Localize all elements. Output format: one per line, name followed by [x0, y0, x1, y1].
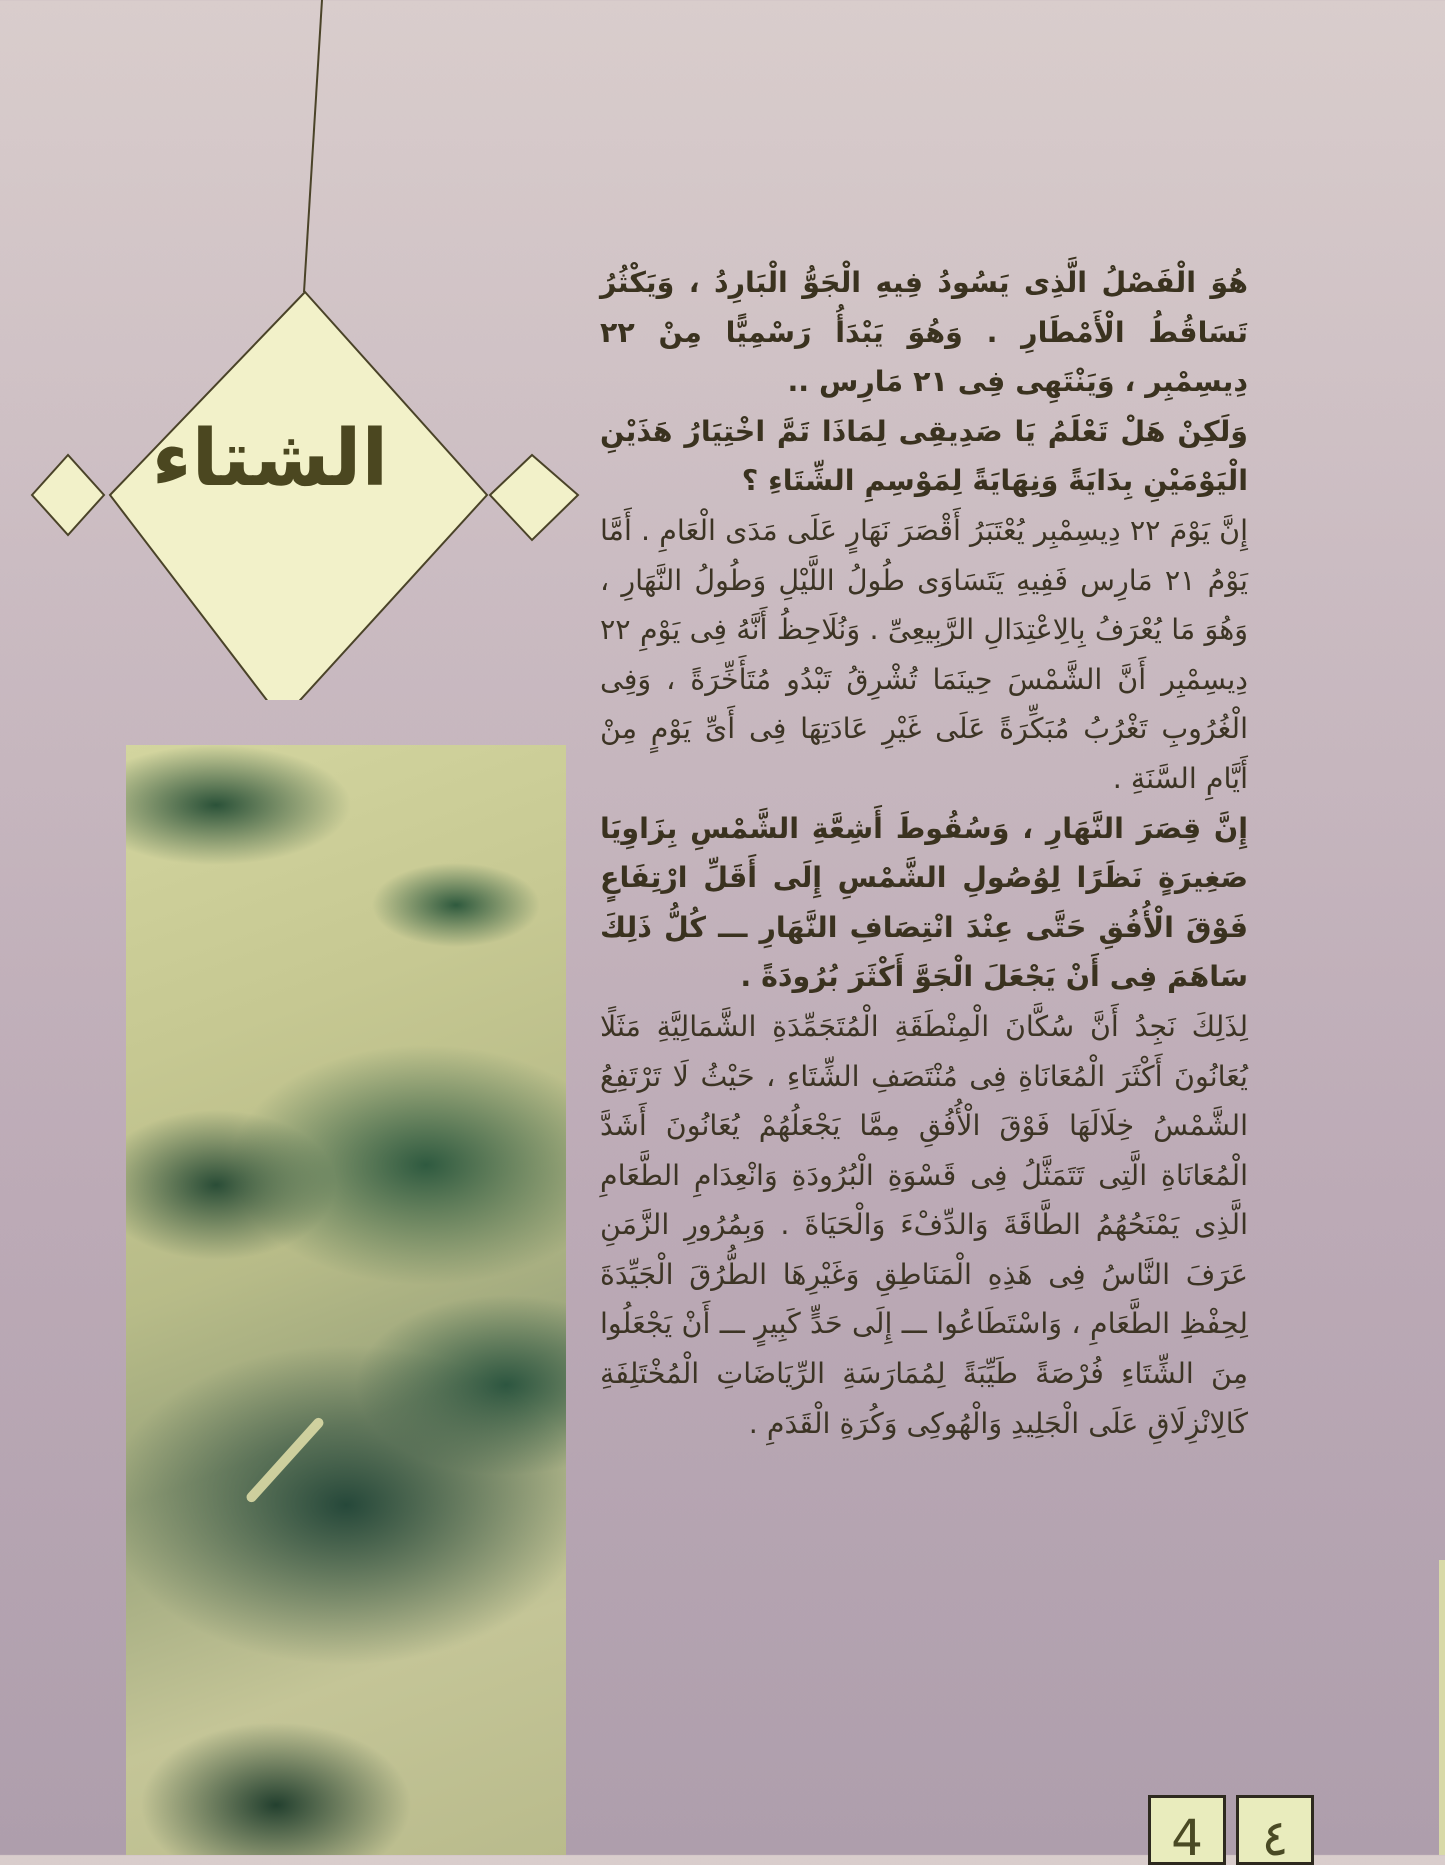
article-body: [600, 258, 1248, 1448]
right-small-diamond: [490, 455, 578, 540]
adjacent-page-edge: [1439, 1560, 1445, 1855]
left-small-diamond: [32, 455, 104, 535]
paragraph-arctic: لِذَلِكَ نَجِدُ أَنَّ سُكَّانَ الْمِنْطَقَةِ الْمُتَجَمِّدَةِ الشَّمَالِيَّةِ مَثَلًا يُعَانُونَ أَكْثَرَ الْمُعَانَاةِ فِى مُنْتَصَفِ الشِّتَاءِ ، حَيْثُ لَا تَرْتَفِعُ الشَّمْسُ خِلَالَهَا فَوْقَ الْأُفُقِ مِمَّا يَجْعَلُهُمْ يُعَانُونَ أَشَدَّ الْمُعَانَاةِ الَّتِى تَتَمَثَّلُ فِى قَسْوَةِ الْبُرُودَةِ وَانْعِدَامِ الطَّعَامِ الَّذِى يَمْنَحُهُمُ الطَّاقَةَ وَالدِّفْءَ وَالْحَيَاةَ . وَبِمُرُورِ الزَّمَنِ عَرَفَ النَّاسُ فِى هَذِهِ الْمَنَاطِقِ وَغَيْرِهَا الطُّرُقَ الْجَيِّدَةَ لِحِفْظِ الطَّعَامِ ، وَاسْتَطَاعُوا ـــ إِلَى حَدٍّ كَبِيرٍ ـــ أَنْ يَجْعَلُوا مِنَ الشِّتَاءِ فُرْصَةً طَيِّبَةً لِمُمَارَسَةِ الرِّيَاضَاتِ الْمُخْتَلِفَةِ كَالِانْزِلَاقِ عَلَى الْجَلِيدِ وَالْهُوكِى وَكُرَةِ الْقَدَمِ .: [600, 1009, 1248, 1440]
page-number-latin: 4: [1148, 1795, 1226, 1865]
paragraph-sun-angle: إِنَّ قِصَرَ النَّهَارِ ، وَسُقُوطَ أَشِعَّةِ الشَّمْسِ بِزَاوِيَا صَغِيرَةٍ نَظَرًا لِوُصُولِ الشَّمْسِ إِلَى أَقَلِّ ارْتِفَاعٍ فَوْقَ الْأُفُقِ حَتَّى عِنْدَ انْتِصَافِ النَّهَارِ ـــ كُلُّ ذَلِكَ سَاهَمَ فِى أَنْ يَجْعَلَ الْجَوَّ أَكْثَرَ بُرُودَةً .: [600, 811, 1248, 994]
paragraph-intro: هُوَ الْفَصْلُ الَّذِى يَسُودُ فِيهِ الْجَوُّ الْبَارِدُ ، وَيَكْثُرُ تَسَاقُطُ الْأَمْطَارِ . وَهُوَ يَبْدَأُ رَسْمِيًّا مِنْ ٢٢ دِيسِمْبِر ، وَيَنْتَهِى فِى ٢١ مَارِس ..: [600, 266, 1248, 399]
paragraph-dates: إِنَّ يَوْمَ ٢٢ دِيسِمْبِر يُعْتَبَرُ أَقْصَرَ نَهَارٍ عَلَى مَدَى الْعَامِ . أَمَّا يَوْمُ ٢١ مَارِس فَفِيهِ يَتَسَاوَى طُولُ اللَّيْلِ وَطُولُ النَّهَارِ ، وَهُوَ مَا يُعْرَفُ بِالِاعْتِدَالِ الرَّبِيعِىِّ . وَنُلَاحِظُ أَنَّهُ فِى يَوْمِ ٢٢ دِيسِمْبِر أَنَّ الشَّمْسَ حِينَمَا تُشْرِقُ تَبْدُو مُتَأَخِّرَةً ، وَفِى الْغُرُوبِ تَغْرُبُ مُبَكِّرَةً عَلَى غَيْرِ عَادَتِهَا فِى أَىِّ يَوْمٍ مِنْ أَيَّامِ السَّنَةِ .: [600, 513, 1248, 795]
winter-landscape-photo: [126, 745, 566, 1855]
hanging-string: [0, 0, 600, 300]
page-number-arabic: ٤: [1236, 1795, 1314, 1865]
page-title: الشتاء: [151, 414, 389, 504]
paragraph-question: وَلَكِنْ هَلْ تَعْلَمُ يَا صَدِيقِى لِمَاذَا تَمَّ اخْتِيَارُ هَذَيْنِ الْيَوْمَيْنِ بِدَايَةً وَنِهَايَةً لِمَوْسِمِ الشِّتَاءِ ؟: [600, 414, 1248, 498]
